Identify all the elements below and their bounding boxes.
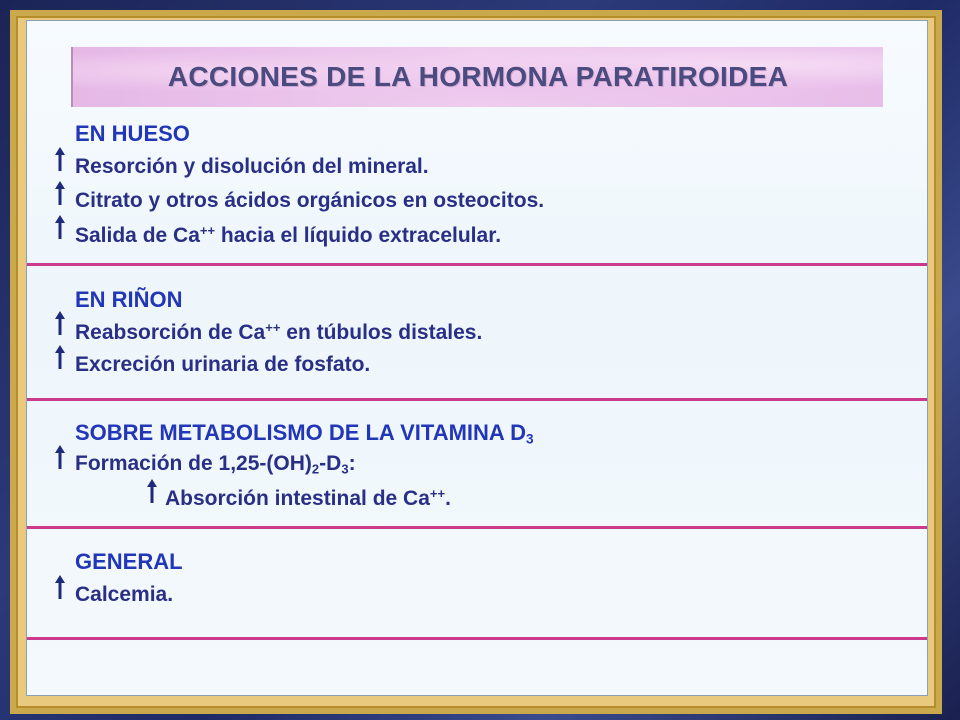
list-item: Calcemia. [75, 583, 174, 606]
title-banner [71, 47, 883, 107]
list-item: Reabsorción de Ca++ en túbulos distales. [75, 320, 483, 345]
up-arrow-icon [53, 575, 67, 599]
up-arrow-icon [53, 345, 67, 369]
section-divider [27, 637, 927, 640]
up-arrow-icon [53, 181, 67, 205]
section-divider [27, 526, 927, 529]
up-arrow-icon [53, 311, 67, 335]
up-arrow-icon [53, 147, 67, 171]
section-divider [27, 398, 927, 401]
section-heading-vitamina: SOBRE METABOLISMO DE LA VITAMINA $D_3$ [75, 420, 534, 447]
list-item: Citrato y otros ácidos orgánicos en osteocitos. [75, 189, 545, 212]
list-item: Excreción urinaria de fosfato. [75, 353, 371, 376]
up-arrow-icon [53, 445, 67, 469]
section-heading-hueso: EN HUESO [75, 121, 190, 146]
list-item: Formación de $1,25-(OH)_2-D_3$: [75, 452, 356, 477]
list-item-indented: Absorción intestinal de Ca++. [165, 486, 451, 511]
up-arrow-icon [53, 215, 67, 239]
section-heading-rinon: EN RIÑON [75, 287, 183, 312]
slide [26, 20, 928, 696]
section-divider [27, 263, 927, 266]
list-item: Salida de Ca++ hacia el líquido extracelular. [75, 223, 502, 248]
slide-title: ACCIONES DE LA HORMONA PARATIROIDEA [167, 61, 789, 92]
section-heading-general: GENERAL [75, 549, 183, 574]
up-arrow-icon [145, 479, 159, 503]
list-item: Resorción y disolución del mineral. [75, 155, 429, 178]
